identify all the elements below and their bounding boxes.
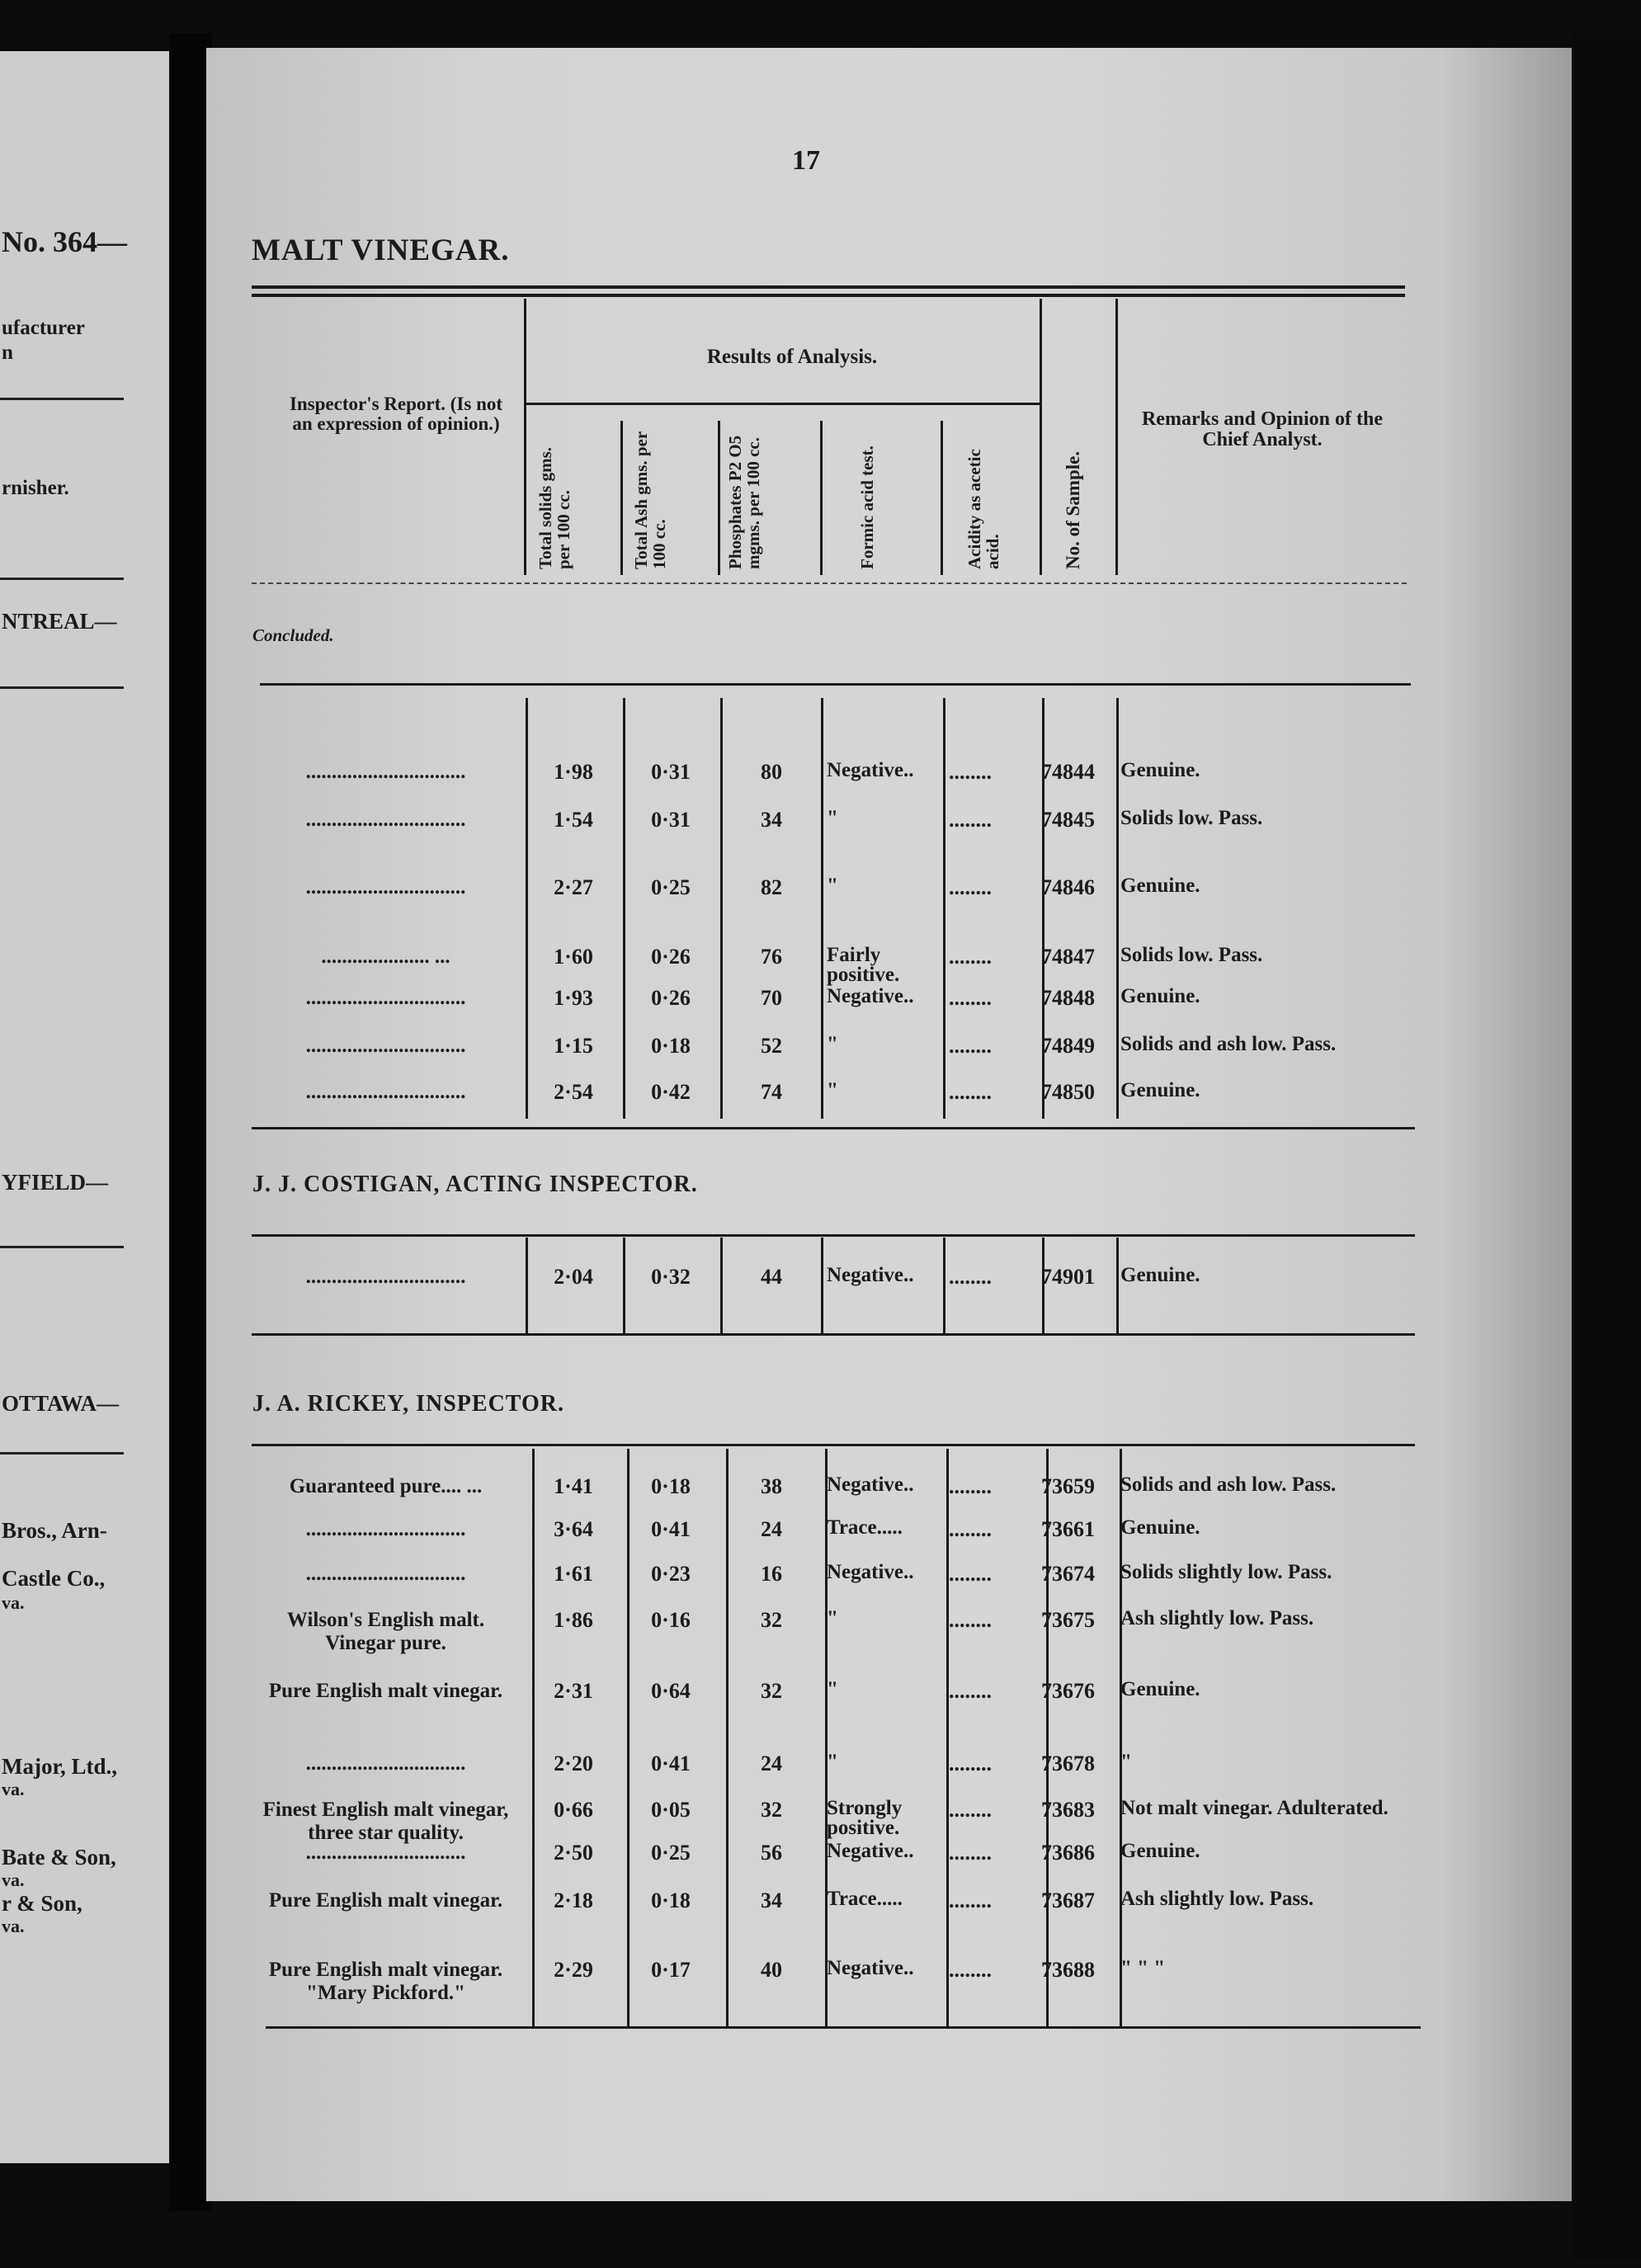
left-page-text: va. xyxy=(2,1592,25,1613)
left-page-text: Major, Ltd., xyxy=(2,1754,117,1779)
section-rule xyxy=(252,1127,1415,1129)
cell-solids: 2·54 xyxy=(554,1080,593,1104)
left-page-text: rnisher. xyxy=(2,477,69,499)
left-page-text: n xyxy=(2,342,13,364)
cell-solids: 1·61 xyxy=(554,1562,593,1586)
cell-remarks: Genuine. xyxy=(1120,1678,1200,1700)
cell-remarks: Solids and ash low. Pass. xyxy=(1120,1033,1337,1055)
cell-sample: 73676 xyxy=(1041,1679,1095,1703)
cell-phos: 56 xyxy=(761,1841,782,1865)
cell-remarks: Genuine. xyxy=(1120,1516,1200,1539)
cell-solids: 1·41 xyxy=(554,1474,593,1498)
cell-report: ............................... xyxy=(305,761,466,783)
cell-formic: Negative.. xyxy=(827,1957,914,1979)
cell-report: ............................... xyxy=(305,1752,466,1775)
cell-acidity: ........ xyxy=(949,986,992,1010)
inspector-heading: J. A. RICKEY, INSPECTOR. xyxy=(252,1391,564,1417)
cell-acidity: ........ xyxy=(949,1517,992,1541)
cell-formic: Negative.. xyxy=(827,1840,914,1862)
cell-acidity: ........ xyxy=(949,1034,992,1058)
formic-acid-header: Formic acid test. xyxy=(857,446,877,569)
cell-acidity: ........ xyxy=(949,1608,992,1632)
cell-solids: 2·31 xyxy=(554,1679,593,1703)
cell-remarks: " " " xyxy=(1120,1957,1166,1979)
section-rule xyxy=(260,683,1411,686)
cell-sample: 73683 xyxy=(1041,1798,1095,1822)
cell-remarks: Genuine. xyxy=(1120,1840,1200,1862)
cell-phos: 80 xyxy=(761,760,782,784)
column-rule xyxy=(1116,1238,1119,1335)
left-page-rule xyxy=(0,1452,124,1455)
column-rule xyxy=(820,421,823,575)
left-page-text: No. 364— xyxy=(2,225,127,258)
cell-sample: 73659 xyxy=(1041,1474,1095,1498)
results-of-analysis-header: Results of Analysis. xyxy=(706,346,878,368)
cell-formic: " xyxy=(827,1678,838,1700)
cell-solids: 2·27 xyxy=(554,875,593,899)
cell-report: ............................... xyxy=(305,1841,466,1864)
cell-acidity: ........ xyxy=(949,760,992,784)
cell-ash: 0·31 xyxy=(651,808,691,832)
column-rule xyxy=(821,1238,823,1335)
cell-sample: 74849 xyxy=(1041,1034,1095,1058)
cell-formic: " xyxy=(827,807,838,829)
cell-formic: " xyxy=(827,1751,838,1773)
inspector-report-header: Inspector's Report. (Is not an expression of opinion.) xyxy=(289,394,503,434)
cell-acidity: ........ xyxy=(949,1888,992,1912)
scan-border xyxy=(1572,33,1641,2261)
cell-acidity: ........ xyxy=(949,1562,992,1586)
cell-phos: 32 xyxy=(761,1798,782,1822)
cell-formic: Trace..... xyxy=(827,1516,903,1539)
left-page-text: Bros., Arn- xyxy=(2,1518,107,1543)
cell-remarks: " xyxy=(1120,1751,1132,1773)
cell-report: ............................... xyxy=(305,987,466,1009)
left-page-rule xyxy=(0,578,124,580)
cell-solids: 2·20 xyxy=(554,1752,593,1775)
cell-phos: 40 xyxy=(761,1958,782,1982)
cell-remarks: Solids slightly low. Pass. xyxy=(1120,1561,1332,1583)
cell-phos: 32 xyxy=(761,1608,782,1632)
cell-phos: 34 xyxy=(761,808,782,832)
cell-sample: 73674 xyxy=(1041,1562,1095,1586)
cell-ash: 0·17 xyxy=(651,1958,691,1982)
column-rule xyxy=(1040,299,1042,575)
cell-remarks: Genuine. xyxy=(1120,875,1200,897)
cell-sample: 74847 xyxy=(1041,945,1095,969)
cell-report: Wilson's English malt. Vinegar pure. xyxy=(286,1609,485,1654)
cell-formic: Negative.. xyxy=(827,1264,914,1286)
cell-report: ............................... xyxy=(305,1266,466,1288)
cell-report: Finest English malt vinegar, three star quality. xyxy=(262,1799,509,1844)
cell-formic: " xyxy=(827,1079,838,1101)
cell-ash: 0·18 xyxy=(651,1034,691,1058)
cell-ash: 0·25 xyxy=(651,875,691,899)
cell-solids: 1·60 xyxy=(554,945,593,969)
cell-phos: 76 xyxy=(761,945,782,969)
cell-solids: 1·98 xyxy=(554,760,593,784)
cell-ash: 0·41 xyxy=(651,1517,691,1541)
left-page-rule xyxy=(0,686,124,689)
cell-phos: 70 xyxy=(761,986,782,1010)
left-page-text: Bate & Son, xyxy=(2,1845,116,1870)
cell-solids: 1·86 xyxy=(554,1608,593,1632)
header-rule xyxy=(252,285,1405,289)
header-rule xyxy=(252,294,1405,297)
cell-formic: Trace..... xyxy=(827,1888,903,1910)
left-page-text: ufacturer xyxy=(2,317,85,339)
cell-formic: Negative.. xyxy=(827,759,914,781)
cell-acidity: ........ xyxy=(949,1679,992,1703)
cell-solids: 2·50 xyxy=(554,1841,593,1865)
left-page-text: va. xyxy=(2,1870,25,1890)
cell-solids: 1·15 xyxy=(554,1034,593,1058)
cell-phos: 82 xyxy=(761,875,782,899)
cell-sample: 74846 xyxy=(1041,875,1095,899)
phosphates-header: Phosphates P2 O5 mgms. per 100 cc. xyxy=(725,435,763,569)
cell-phos: 52 xyxy=(761,1034,782,1058)
cell-ash: 0·26 xyxy=(651,986,691,1010)
left-page-text: YFIELD— xyxy=(2,1170,109,1195)
sample-number-header: No. of Sample. xyxy=(1063,450,1083,569)
column-rule xyxy=(1115,299,1118,575)
cell-remarks: Ash slightly low. Pass. xyxy=(1120,1888,1314,1910)
cell-ash: 0·26 xyxy=(651,945,691,969)
section-rule xyxy=(252,1234,1415,1237)
cell-formic: Negative.. xyxy=(827,1561,914,1583)
cell-phos: 24 xyxy=(761,1517,782,1541)
cell-remarks: Ash slightly low. Pass. xyxy=(1120,1607,1314,1629)
column-rule xyxy=(821,698,823,1119)
cell-sample: 73687 xyxy=(1041,1888,1095,1912)
cell-acidity: ........ xyxy=(949,1474,992,1498)
cell-ash: 0·18 xyxy=(651,1888,691,1912)
cell-ash: 0·32 xyxy=(651,1265,691,1289)
column-rule xyxy=(941,421,943,575)
cell-formic: Negative.. xyxy=(827,1473,914,1496)
cell-report: ............................... xyxy=(305,1081,466,1103)
column-rule xyxy=(943,698,945,1119)
cell-remarks: Solids low. Pass. xyxy=(1120,807,1263,829)
section-rule xyxy=(252,1444,1415,1446)
cell-solids: 2·04 xyxy=(554,1265,593,1289)
cell-solids: 0·66 xyxy=(554,1798,593,1822)
page-title: MALT VINEGAR. xyxy=(252,233,510,267)
cell-ash: 0·23 xyxy=(651,1562,691,1586)
left-page-rule xyxy=(0,398,124,400)
cell-report: Pure English malt vinegar. "Mary Pickford." xyxy=(268,1959,503,2004)
cell-remarks: Genuine. xyxy=(1120,1264,1200,1286)
cell-acidity: ........ xyxy=(949,1752,992,1775)
cell-phos: 16 xyxy=(761,1562,782,1586)
cell-formic: " xyxy=(827,1033,838,1055)
results-rule xyxy=(526,403,1040,405)
column-rule xyxy=(720,1238,723,1335)
cell-acidity: ........ xyxy=(949,1958,992,1982)
cell-report: Pure English malt vinegar. xyxy=(268,1680,503,1702)
column-rule xyxy=(620,421,623,575)
cell-acidity: ........ xyxy=(949,1080,992,1104)
section-rule xyxy=(252,1333,1415,1336)
header-bottom-rule xyxy=(252,582,1407,584)
cell-report: ............................... xyxy=(305,1518,466,1540)
cell-acidity: ........ xyxy=(949,1798,992,1822)
remarks-header: Remarks and Opinion of the Chief Analyst. xyxy=(1141,408,1384,450)
column-rule xyxy=(1116,698,1119,1119)
cell-remarks: Not malt vinegar. Adulterated. xyxy=(1120,1797,1389,1819)
cell-ash: 0·05 xyxy=(651,1798,691,1822)
concluded-label: Concluded. xyxy=(252,625,334,645)
cell-report: Pure English malt vinegar. xyxy=(268,1889,503,1912)
column-rule xyxy=(943,1238,945,1335)
left-page-text: OTTAWA— xyxy=(2,1391,120,1416)
cell-ash: 0·16 xyxy=(651,1608,691,1632)
cell-ash: 0·31 xyxy=(651,760,691,784)
cell-acidity: ........ xyxy=(949,945,992,969)
cell-solids: 2·29 xyxy=(554,1958,593,1982)
cell-formic: " xyxy=(827,875,838,897)
left-page-text: va. xyxy=(2,1779,25,1799)
cell-sample: 74901 xyxy=(1041,1265,1095,1289)
page-number: 17 xyxy=(792,145,820,176)
table-bottom-rule xyxy=(266,2026,1421,2029)
cell-phos: 24 xyxy=(761,1752,782,1775)
cell-formic: Fairly positive. xyxy=(827,944,900,986)
cell-report: ............................... xyxy=(305,1563,466,1585)
left-page-text: va. xyxy=(2,1916,25,1936)
cell-phos: 32 xyxy=(761,1679,782,1703)
cell-sample: 73688 xyxy=(1041,1958,1095,1982)
cell-ash: 0·18 xyxy=(651,1474,691,1498)
cell-remarks: Solids low. Pass. xyxy=(1120,944,1263,966)
left-page-text: r & Son, xyxy=(2,1891,83,1916)
cell-acidity: ........ xyxy=(949,1841,992,1865)
cell-sample: 74845 xyxy=(1041,808,1095,832)
cell-report: ..................... ... xyxy=(321,945,450,968)
cell-ash: 0·42 xyxy=(651,1080,691,1104)
cell-sample: 73686 xyxy=(1041,1841,1095,1865)
cell-solids: 3·64 xyxy=(554,1517,593,1541)
cell-solids: 1·54 xyxy=(554,808,593,832)
total-solids-header: Total solids gms. per 100 cc. xyxy=(535,446,573,569)
left-page-rule xyxy=(0,1246,124,1248)
cell-phos: 34 xyxy=(761,1888,782,1912)
cell-phos: 38 xyxy=(761,1474,782,1498)
cell-remarks: Solids and ash low. Pass. xyxy=(1120,1473,1337,1496)
cell-acidity: ........ xyxy=(949,1265,992,1289)
inspector-heading: J. J. COSTIGAN, ACTING INSPECTOR. xyxy=(252,1172,698,1197)
cell-phos: 44 xyxy=(761,1265,782,1289)
left-page-text: Castle Co., xyxy=(2,1566,106,1591)
cell-solids: 1·93 xyxy=(554,986,593,1010)
cell-phos: 74 xyxy=(761,1080,782,1104)
cell-ash: 0·41 xyxy=(651,1752,691,1775)
cell-report: ............................... xyxy=(305,1035,466,1057)
acidity-header: Acidity as acetic acid. xyxy=(964,449,1002,569)
cell-sample: 74850 xyxy=(1041,1080,1095,1104)
cell-formic: " xyxy=(827,1607,838,1629)
column-rule xyxy=(720,698,723,1119)
cell-remarks: Genuine. xyxy=(1120,1079,1200,1101)
left-page-text: NTREAL— xyxy=(2,609,117,634)
cell-solids: 2·18 xyxy=(554,1888,593,1912)
column-rule xyxy=(524,299,526,575)
cell-sample: 74848 xyxy=(1041,986,1095,1010)
cell-remarks: Genuine. xyxy=(1120,985,1200,1007)
cell-ash: 0·64 xyxy=(651,1679,691,1703)
cell-report: ............................... xyxy=(305,809,466,831)
cell-sample: 73678 xyxy=(1041,1752,1095,1775)
cell-formic: Strongly positive. xyxy=(827,1797,903,1839)
cell-acidity: ........ xyxy=(949,808,992,832)
cell-formic: Negative.. xyxy=(827,985,914,1007)
cell-acidity: ........ xyxy=(949,875,992,899)
cell-sample: 73675 xyxy=(1041,1608,1095,1632)
cell-ash: 0·25 xyxy=(651,1841,691,1865)
column-rule xyxy=(718,421,720,575)
cell-report: Guaranteed pure.... ... xyxy=(289,1475,483,1497)
cell-report: ............................... xyxy=(305,876,466,898)
cell-sample: 74844 xyxy=(1041,760,1095,784)
cell-sample: 73661 xyxy=(1041,1517,1095,1541)
cell-remarks: Genuine. xyxy=(1120,759,1200,781)
total-ash-header: Total Ash gms. per 100 cc. xyxy=(631,431,669,569)
